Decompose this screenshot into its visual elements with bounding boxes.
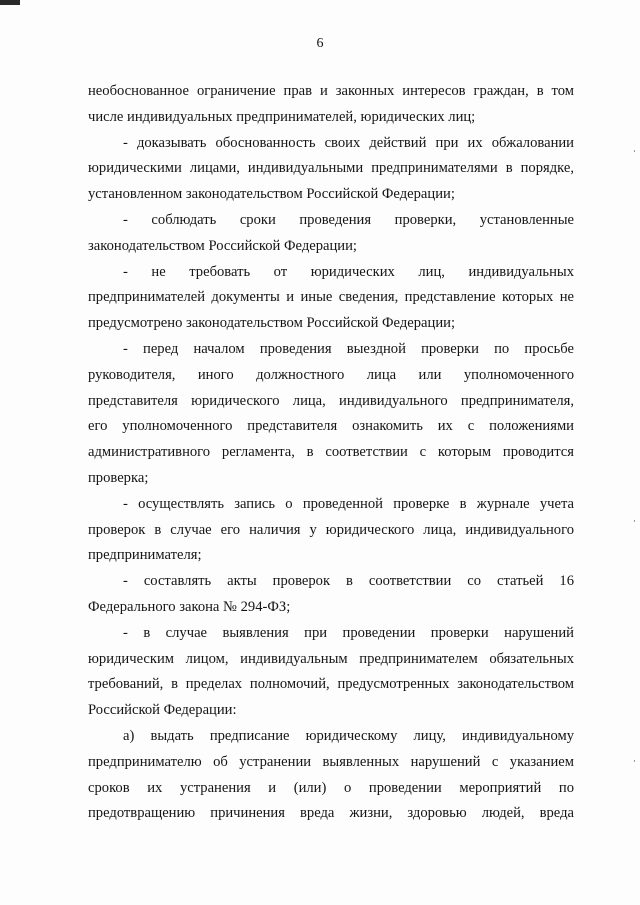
text-line: - доказывать обоснованность своих действий при их обжаловании bbox=[123, 134, 574, 151]
text-line: - осуществлять запись о проведенной проверке в журнале учета bbox=[123, 495, 574, 512]
page-number: 6 bbox=[316, 36, 324, 51]
text-line: необоснованное ограничение прав и законных интересов граждан, в том bbox=[88, 83, 574, 99]
text-line: руководителя, иного должностного лица или уполномоченного bbox=[88, 366, 574, 383]
text-line: проверка; bbox=[88, 469, 149, 486]
text-line: представителя юридического лица, индивидуального предпринимателя, bbox=[88, 392, 574, 409]
text-line: законодательством Российской Федерации; bbox=[88, 237, 357, 254]
scan-edge-mark bbox=[634, 760, 635, 762]
text-line: Федерального закона № 294-ФЗ; bbox=[88, 598, 291, 615]
text-line: проверок в случае его наличия у юридического лица, индивидуального bbox=[88, 521, 574, 538]
text-line: требований, в пределах полномочий, предусмотренных законодательством bbox=[88, 676, 574, 693]
text-line: административного регламента, в соответствии с которым проводится bbox=[88, 444, 574, 461]
text-line: предпринимателя; bbox=[88, 547, 202, 564]
text-line: - составлять акты проверок в соответствии со статьей 16 bbox=[123, 573, 574, 590]
text-line: установленном законодательством Российской Федерации; bbox=[88, 186, 455, 203]
scan-edge-mark bbox=[634, 520, 635, 522]
text-line: сроков их устранения и (или) о проведении мероприятий по bbox=[88, 779, 574, 796]
text-line: предотвращению причинения вреда жизни, здоровью людей, вреда bbox=[88, 805, 574, 822]
scan-corner-mark bbox=[0, 0, 20, 5]
text-line: - соблюдать сроки проведения проверки, установленные bbox=[123, 211, 574, 228]
text-line: его уполномоченного представителя ознакомить их с положениями bbox=[88, 418, 574, 435]
text-line: предусмотрено законодательством Российской Федерации; bbox=[88, 315, 456, 332]
text-line: юридическим лицом, индивидуальным предпринимателем обязательных bbox=[88, 650, 574, 667]
text-line: числе индивидуальных предпринимателей, юридических лиц; bbox=[88, 108, 476, 125]
text-line: предпринимателю об устранении выявленных нарушений с указанием bbox=[88, 753, 574, 770]
document-body bbox=[88, 79, 574, 827]
text-line: - перед началом проведения выездной проверки по просьбе bbox=[123, 340, 574, 357]
text-line: а) выдать предписание юридическому лицу, индивидуальному bbox=[123, 727, 574, 744]
text-line: юридическими лицами, индивидуальными предпринимателями в порядке, bbox=[88, 160, 574, 177]
text-line: - не требовать от юридических лиц, индивидуальных bbox=[123, 263, 574, 280]
text-line: предпринимателей документы и иные сведения, представление которых не bbox=[88, 289, 574, 306]
text-line: Российской Федерации: bbox=[88, 702, 237, 719]
scan-edge-mark bbox=[634, 150, 635, 152]
text-line: - в случае выявления при проведении проверки нарушений bbox=[123, 624, 574, 641]
